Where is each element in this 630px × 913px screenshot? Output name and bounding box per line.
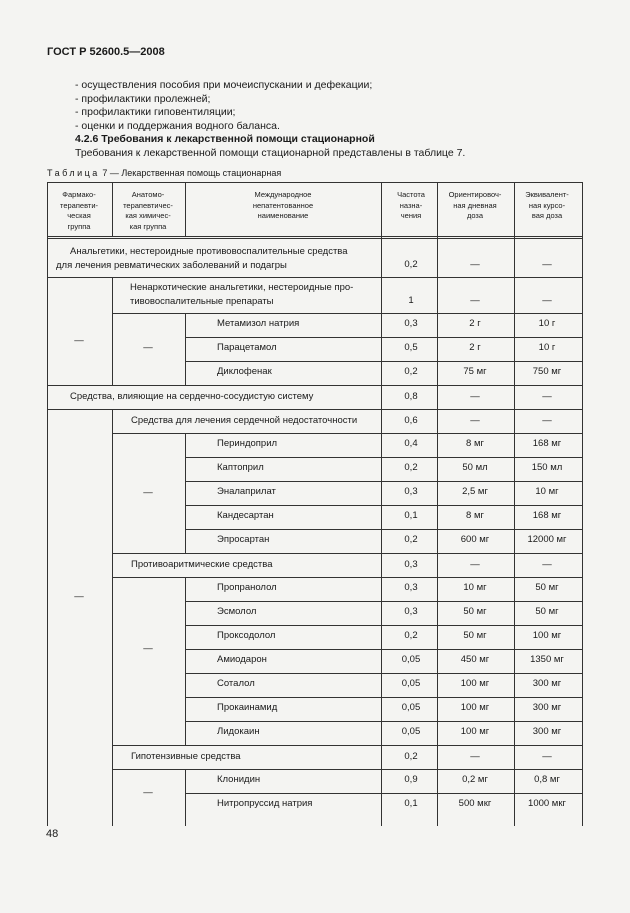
- drug-daily-dose: 600 мг: [460, 534, 490, 545]
- table-rule: [437, 182, 438, 826]
- table-rule: [185, 673, 582, 674]
- group-frequency: 0,8: [404, 391, 418, 402]
- drug-course-dose: 300 мг: [532, 726, 562, 737]
- page-number: 48: [46, 828, 59, 840]
- drug-course-dose: 168 мг: [532, 438, 562, 449]
- dash: —: [74, 335, 84, 346]
- drug-course-dose: 100 мг: [532, 630, 562, 641]
- drug-daily-dose: 100 мг: [460, 678, 490, 689]
- drug-course-dose: 10 г: [538, 318, 556, 329]
- table-rule: [185, 769, 186, 826]
- drug-frequency: 0,05: [401, 702, 421, 713]
- drug-frequency: 0,05: [401, 678, 421, 689]
- subgroup-frequency: 0,6: [404, 415, 418, 426]
- table-rule: [112, 313, 582, 314]
- drug-course-dose: 1000 мкг: [528, 798, 566, 809]
- drug-name: Периндоприл: [217, 438, 278, 449]
- table-rule: [185, 457, 582, 458]
- table-caption: [47, 168, 281, 178]
- header-atc-group: Анатомо- терапевтичес- кая химичес- кая группа: [123, 190, 173, 231]
- group-label: Анальгетики, нестероидные противовоспалительные средства: [70, 246, 348, 257]
- drug-name: Эпросартан: [217, 534, 270, 545]
- table-rule: [185, 182, 186, 236]
- bullet-item: - оценки и поддержания водного баланса.: [75, 119, 280, 132]
- group-label: для лечения ревматических заболеваний и подагры: [56, 260, 287, 271]
- subgroup-label: Противоаритмические средства: [131, 559, 273, 570]
- drug-daily-dose: 0,2 мг: [462, 774, 488, 785]
- table-rule: [47, 409, 582, 410]
- drug-course-dose: 0,8 мг: [534, 774, 560, 785]
- group-label: Средства, влияющие на сердечно-сосудистую систему: [70, 391, 314, 402]
- drug-daily-dose: 8 мг: [466, 438, 484, 449]
- dash: —: [470, 259, 480, 270]
- table-rule: [112, 277, 113, 385]
- table-rule: [185, 649, 582, 650]
- table-rule: [185, 601, 582, 602]
- table-rule: [185, 337, 582, 338]
- table-rule: [112, 577, 582, 578]
- dash: —: [542, 295, 552, 306]
- drug-name: Клонидин: [217, 774, 261, 785]
- dash: —: [143, 342, 153, 353]
- dash: —: [74, 591, 84, 602]
- dash: —: [542, 415, 552, 426]
- drug-daily-dose: 50 мл: [462, 462, 488, 473]
- subgroup-label: Гипотензивные средства: [131, 751, 241, 762]
- drug-daily-dose: 75 мг: [463, 366, 487, 377]
- dash: —: [143, 487, 153, 498]
- drug-name: Амиодарон: [217, 654, 267, 665]
- drug-course-dose: 12000 мг: [527, 534, 567, 545]
- drug-course-dose: 50 мг: [535, 582, 559, 593]
- drug-daily-dose: 50 мг: [463, 606, 487, 617]
- drug-name: Лидокаин: [217, 726, 260, 737]
- dash: —: [470, 559, 480, 570]
- drug-frequency: 0,3: [404, 582, 418, 593]
- drug-name: Эналаприлат: [217, 486, 276, 497]
- drug-name: Диклофенак: [217, 366, 272, 377]
- dash: —: [470, 751, 480, 762]
- drug-name: Кандесартан: [217, 510, 274, 521]
- table-rule: [185, 625, 582, 626]
- table-rule: [185, 697, 582, 698]
- drug-daily-dose: 8 мг: [466, 510, 484, 521]
- drug-course-dose: 10 г: [538, 342, 556, 353]
- table-rule: [112, 409, 113, 826]
- table-rule: [47, 277, 582, 278]
- drug-frequency: 0,2: [404, 462, 418, 473]
- drug-frequency: 0,2: [404, 534, 418, 545]
- drug-daily-dose: 100 мг: [460, 702, 490, 713]
- drug-frequency: 0,3: [404, 606, 418, 617]
- table-rule: [185, 361, 582, 362]
- drug-name: Метамизол натрия: [217, 318, 300, 329]
- header-pharm-group: Фармако- терапевти- ческая группа: [59, 190, 99, 231]
- intro-text: [75, 79, 465, 160]
- table-rule: [514, 182, 515, 826]
- table-rule: [185, 313, 186, 385]
- table-rule: [47, 385, 582, 386]
- table-rule: [185, 481, 582, 482]
- table-rule: [582, 182, 583, 826]
- subgroup-label: тивовоспалительные препараты: [130, 296, 274, 307]
- header-course-dose: Эквивалент- ная курсо- вая доза: [525, 190, 569, 220]
- document-header: ГОСТ Р 52600.5—2008: [47, 46, 165, 58]
- dash: —: [470, 391, 480, 402]
- drug-frequency: 0,1: [404, 510, 418, 521]
- bullet-item: - осуществления пособия при мочеиспускании и дефекации;: [75, 79, 373, 91]
- subgroup-label: Средства для лечения сердечной недостаточности: [131, 415, 358, 426]
- dash: —: [143, 787, 153, 798]
- bullet-item: - профилактики пролежней;: [75, 92, 211, 105]
- table-rule: [47, 182, 48, 826]
- table-rule: [185, 505, 582, 506]
- drug-frequency: 0,1: [404, 798, 418, 809]
- header-inn: Международное непатентованное наименование: [252, 190, 314, 220]
- table-rule: [381, 182, 382, 826]
- drug-daily-dose: 2 г: [469, 318, 481, 329]
- table-rule: [185, 721, 582, 722]
- table-rule: [112, 553, 582, 554]
- drug-frequency: 0,3: [404, 318, 418, 329]
- drug-daily-dose: 100 мг: [460, 726, 490, 737]
- table-caption-prefix: Таблица: [47, 168, 100, 178]
- drug-name: Прокаинамид: [217, 702, 278, 713]
- drug-frequency: 0,05: [401, 726, 421, 737]
- header-daily-dose: Ориентировоч- ная дневная доза: [448, 190, 502, 220]
- table-rule: [47, 236, 582, 239]
- dash: —: [542, 559, 552, 570]
- dash: —: [542, 751, 552, 762]
- subgroup-label: Ненаркотические анальгетики, нестероидные про-: [130, 282, 354, 293]
- drug-daily-dose: 2,5 мг: [462, 486, 488, 497]
- drug-daily-dose: 50 мг: [463, 630, 487, 641]
- drug-course-dose: 10 мг: [535, 486, 559, 497]
- drug-course-dose: 50 мг: [535, 606, 559, 617]
- drug-frequency: 0,9: [404, 774, 418, 785]
- drug-name: Каптоприл: [217, 462, 264, 473]
- table-caption-title: 7 — Лекарственная помощь стационарная: [102, 168, 282, 178]
- medication-table: [47, 182, 582, 826]
- group-frequency: 0,2: [404, 259, 418, 270]
- subgroup-frequency: 1: [408, 295, 414, 306]
- table-rule: [112, 182, 113, 236]
- drug-course-dose: 300 мг: [532, 702, 562, 713]
- drug-daily-dose: 450 мг: [460, 654, 490, 665]
- drug-name: Пропранолол: [217, 582, 277, 593]
- table-rule: [112, 433, 582, 434]
- drug-frequency: 0,2: [404, 630, 418, 641]
- dash: —: [470, 415, 480, 426]
- header-frequency: Частота назна- чения: [397, 190, 425, 220]
- section-text: Требования к лекарственной помощи стационарной представлены в таблице 7.: [75, 146, 466, 159]
- drug-frequency: 0,5: [404, 342, 418, 353]
- dash: —: [143, 643, 153, 654]
- drug-course-dose: 150 мл: [531, 462, 563, 473]
- drug-frequency: 0,4: [404, 438, 418, 449]
- section-heading: 4.2.6 Требования к лекарственной помощи стационарной: [75, 133, 375, 145]
- drug-frequency: 0,3: [404, 486, 418, 497]
- drug-daily-dose: 2 г: [469, 342, 481, 353]
- table-rule: [185, 529, 582, 530]
- table-rule: [185, 793, 582, 794]
- drug-name: Нитропруссид натрия: [217, 798, 313, 809]
- drug-name: Проксодолол: [217, 630, 276, 641]
- table-rule: [112, 769, 582, 770]
- drug-frequency: 0,05: [401, 654, 421, 665]
- drug-course-dose: 300 мг: [532, 678, 562, 689]
- dash: —: [470, 295, 480, 306]
- drug-name: Соталол: [217, 678, 255, 689]
- table-rule: [185, 577, 186, 745]
- table-rule: [185, 433, 186, 553]
- drug-frequency: 0,2: [404, 366, 418, 377]
- drug-course-dose: 168 мг: [532, 510, 562, 521]
- bullet-item: - профилактики гиповентиляции;: [75, 106, 236, 118]
- drug-course-dose: 750 мг: [532, 366, 562, 377]
- dash: —: [542, 259, 552, 270]
- table-rule: [47, 182, 582, 183]
- drug-daily-dose: 10 мг: [463, 582, 487, 593]
- drug-name: Парацетамол: [217, 342, 277, 353]
- table-rule: [112, 745, 582, 746]
- subgroup-frequency: 0,2: [404, 751, 418, 762]
- dash: —: [542, 391, 552, 402]
- drug-name: Эсмолол: [217, 606, 257, 617]
- drug-daily-dose: 500 мкг: [458, 798, 492, 809]
- subgroup-frequency: 0,3: [404, 559, 418, 570]
- drug-course-dose: 1350 мг: [530, 654, 564, 665]
